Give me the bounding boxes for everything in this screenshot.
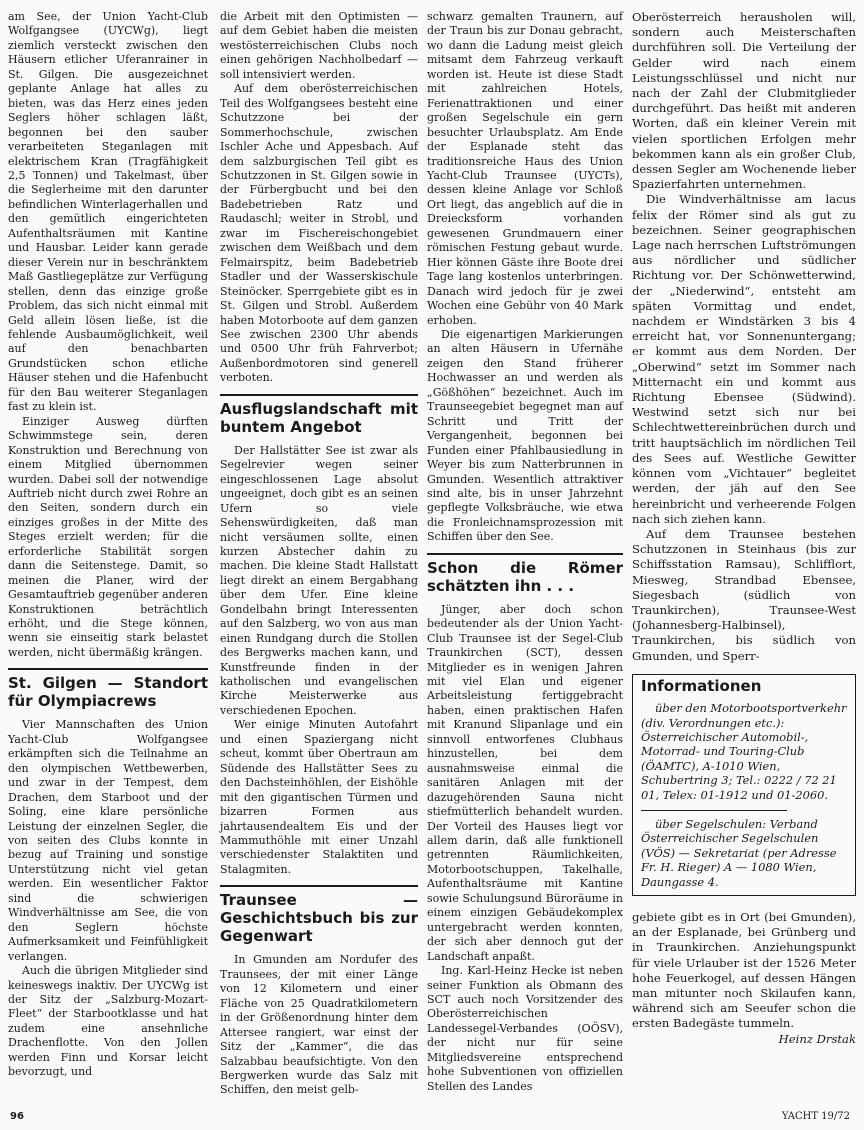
paragraph: Auf dem Traunsee bestehen Schutzzonen in Steinhaus (bis zur Schiffsstation Ramsau), Schlifflort, Miesweg, Strandbad Ebensee, Siegesbach (südlich von Traunkirchen), Traunsee-West (Johannesberg-Halbinsel), Traunkirchen, bis südlich von Gmunden, und Sperr- <box>632 526 856 663</box>
paragraph: Auch die übrigen Mitglieder sind keineswegs inaktiv. Der UYCWg ist der Sitz der „Salzburg-Mozart-Fleet“ der Starbootklasse und hat zudem eine ansehnliche Drachenflotte. Von den Jollen werden Finn und Korsar leicht bevorzugt, und <box>8 964 208 1079</box>
paragraph: gebiete gibt es in Ort (bei Gmunden), an der Esplanade, bei Grünberg und in Traunkirchen. Anziehungspunkt für viele Urlauber ist der 1526 Meter hohe Feuerkogel, auf dessen Hängen man mitunter noch Skilaufen kann, während sich am Seeufer schon die ersten Badegäste tummeln. <box>632 910 856 1031</box>
paragraph: Einziger Ausweg dürften Schwimmstege sein, deren Konstruktion und Berechnung von einem Mitglied übernommen wurden. Dabei soll der notwendige Auftrieb nicht durch zwei Rohre an den Seiten, sondern durch ein einziges großes in der Mitte des Steges erzielt werden; für die erforderliche Stabilität sorgen dann die Seitenstege. Damit, so meinen die Planer, wird der Gesamtauftrieb gegenüber anderen Konstruktionen beträchtlich erhöht, und die Stege können, wenn sie einseitig stark belastet werden, nicht übermäßig krängen. <box>8 414 208 659</box>
info-divider <box>641 810 787 811</box>
column-3 <box>427 10 623 1094</box>
paragraph: Oberösterreich herausholen will, sondern auch Meisterschaften durchführen soll. Die Verteilung der Gelder wird nach einem Leistungsschlüssel und nicht nur nach der Zahl der Clubmitglieder durchgeführt. Das heißt mit anderen Worten, daß ein kleiner Verein mit vielen sportlichen Erfolgen mehr bekommen kann als ein großer Club, dessen Segler am Wochenende lieber Spazierfahrten unternehmen. <box>632 10 856 192</box>
author-byline: Heinz Drstak <box>778 1031 856 1046</box>
info-entry-motorboat: über den Motorbootsportverkehr (div. Verordnungen etc.): Österreichischer Automobil-, Motorrad- und Touring-Club (ÖAMTC), A-1010 Wien, Schubertring 3; Tel.: 0222 / 72 21 01, Telex: 01-1912 und 01-2060. <box>641 701 847 802</box>
section-headline: Ausflugslandschaft mit buntem Angebot <box>220 399 418 436</box>
paragraph: Auf dem oberösterreichischen Teil des Wolfgangsees besteht eine Schutzzone bei der Sommerhochschule, zwischen Ischler Ache und Appesbach. Auf dem salzburgischen Teil gibt es Schutzzonen in St. Gilgen sowie in der Fürbergbucht und bei den Badebetrieben Ratz und Raudaschl; weiter in Strobl, und zwar im Fischereischongebiet zwischen dem Weißbach und dem Felmairspitz, beim Badebetrieb Stadler und der Wasserskischule Steinöcker. Sperrgebiete gibt es in St. Gilgen und Strobl. Außerdem haben Motorboote auf dem ganzen See zwischen 2300 Uhr abends und 0500 Uhr früh Fahrverbot; Außenbordmotoren sind generell verboten. <box>220 82 418 385</box>
paragraph: Jünger, aber doch schon bedeutender als der Union Yacht-Club Traunsee ist der Segel-Club Traunkirchen (SCT), dessen Mitglieder es in wenigen Jahren mit viel Elan und eigener Arbeitsleistung fertiggebracht haben, einen praktischen Hafen mit Kranund Slipanlage und ein sinnvoll entworfenes Clubhaus hinzustellen, bei dem ausnahmsweise einmal die sanitären Anlagen mit der dazugehörenden Sauna nicht stiefmütterlich behandelt wurden. Der Vorteil des Hauses liegt vor allem darin, daß alle funktionell getrennten Räumlichkeiten, Motorbootschuppen, Takelhalle, Aufenthaltsräume mit Kantine sowie Schulungsund Büroräume in einem einzigen Gebäudekomplex untergebracht werden konnten, der sich aber dennoch gut der Landschaft anpaßt. <box>427 602 623 963</box>
info-entry-sailing-schools: über Segelschulen: Verband Österreichischer Segelschulen (VÖS) — Sekretariat (per Adresse Fr. H. Rieger) A — 1080 Wien, Daungasse 4. <box>641 816 837 889</box>
section-headline: Traunsee — Geschichtsbuch bis zur Gegenwart <box>220 891 418 946</box>
section-rule <box>427 553 623 555</box>
page-number: 96 <box>10 1111 24 1122</box>
section-rule <box>8 668 208 670</box>
paragraph: Der Hallstätter See ist zwar als Segelrevier wegen seiner eingeschlossenen Lage absolut ungeeignet, doch gibt es an seinen Ufern so viele Sehenswürdigkeiten, daß man nicht versäumen sollte, einen kurzen Abstecher dahin zu machen. Die kleine Stadt Hallstatt liegt direkt an einem Bergabhang über dem Ufer. Eine kleine Gondelbahn bringt Interessenten auf den Salzberg, wo von aus man einen Rundgang durch die Stollen des Bergwerks machen kann, und Kunstfreunde finden in der katholischen und evangelischen Kirche Meisterwerke aus verschiedenen Epochen. <box>220 443 418 717</box>
paragraph: Die Windverhältnisse am lacus felix der Römer sind als gut zu bezeichnen. Seiner geographischen Lage nach herrschen Luftströmungen aus nördlicher und südlicher Richtung vor. Der Schönwetterwind, der „Niederwind“, entsteht am späten Vormittag und endet, nachdem er Windstärken 3 bis 4 erreicht hat, vor Sonnenuntergang; er kommt aus dem Norden. Der „Oberwind“ setzt im Sommer nach Mitternacht ein und kommt aus Richtung Ebensee (Südwind). Westwind setzt sich nur bei Schlechtwettereinbrüchen durch und tritt hauptsächlich im nördlichen Teil des Sees auf. Westliche Gewitter können vom „Vichtauer“ begleitet werden, der jäh auf den See hereinbricht und verheerende Folgen nach sich ziehen kann. <box>632 192 856 526</box>
section-rule <box>220 885 418 887</box>
paragraph: In Gmunden am Nordufer des Traunsees, der mit einer Länge von 12 Kilometern und einer Fläche von 25 Quadratkilometern in der Größenordnung hinter dem Attersee rangiert, war einst der Sitz der „Kammer“, die das Salzabbau beaufsichtigte. Von den Bergwerken wurde das Salz mit Schiffen, den meist gelb- <box>220 953 418 1097</box>
info-box-title: Informationen <box>641 676 762 695</box>
info-box <box>632 674 856 896</box>
column-1 <box>8 10 208 1080</box>
column-4 <box>632 10 856 1047</box>
paragraph: Ing. Karl-Heinz Hecke ist neben seiner Funktion als Obmann des SCT auch noch Vorsitzender des Oberösterreichischen Landessegel-Verbandes (OÖSV), der nicht nur für seine Mitgliedsvereine entsprechend hohe Subventionen von offiziellen Stellen des Landes <box>427 964 623 1093</box>
paragraph: am See, der Union Yacht-Club Wolfgangsee (UYCWg), liegt ziemlich versteckt zwischen den Häusern etlicher Uferanrainer in St. Gilgen. Die ausgezeichnet geplante Anlage hat alles zu bieten, was das Herz eines jeden Seglers höher schlagen läßt, begonnen bei den sauber verarbeiteten Steganlagen mit elektrischem Kran (Tragfähigkeit 2,5 Tonnen) und Takelmast, über die Seglerheime mit den darunter befindlichen Winterlagerhallen und den gemütlich eingerichteten Aufenthaltsräumen mit Kantine und Hausbar. Leider kann gerade dieser Verein nur in beschränktem Maß Gastliegeplätze zur Verfügung stellen, denn das einzige große Problem, das sich nicht einmal mit Geld allein lösen ließe, ist die fehlende Ausbaumöglichkeit, weil auf den benachbarten Grundstücken schon etliche Häuser stehen und die Hafenbucht für den Bau weiterer Steganlagen fast zu klein ist. <box>8 10 208 414</box>
section-headline: Schon die Römer schätzten ihn . . . <box>427 558 623 595</box>
column-2 <box>220 10 418 1098</box>
paragraph: die Arbeit mit den Optimisten — auf dem Gebiet haben die meisten westösterreichischen Clubs noch einen gehörigen Nachholbedarf — soll intensiviert werden. <box>220 10 418 81</box>
paragraph: Vier Mannschaften des Union Yacht-Club Wolfgangsee erkämpften sich die Teilnahme an den olympischen Wettbewerben, und zwar in der Tempest, dem Drachen, dem Starboot und der Soling, eine klare persönliche Leistung der einzelnen Segler, die von seiten des Clubs konnte in bezug auf Training und sonstige Unterstützung nicht viel getan werden. Ein wesentlicher Faktor sind die schwierigen Windverhältnisse am See, die von den Seglern höchste Aufmerksamkeit und Feinfühligkeit verlangen. <box>8 718 208 963</box>
paragraph: Die eigenartigen Markierungen an alten Häusern in Ufernähe zeigen den Stand früherer Hochwasser an und werden als „Gößhöhen“ bezeichnet. Auch im Traunseegebiet begegnet man auf Schritt und Tritt der Vergangenheit, begonnen bei Funden einer Pfahlbausiedlung in Weyer bis zum Natterbrunnen in Gmunden. Wesentlich attraktiver sind alte, bis in unser Jahrzehnt gepflegte Volksbräuche, wie etwa die Fronleichnamsprozession mit Schiffen über den See. <box>427 327 623 544</box>
section-headline: St. Gilgen — Standort für Olympiacrews <box>8 674 208 711</box>
paragraph: Wer einige Minuten Autofahrt und einen Spaziergang nicht scheut, kommt über Obertraun am Südende des Hallstätter Sees zu den Dachsteinhöhlen, der Eishöhle mit den gigantischen Türmen und bizarren Formen aus jahrtausendealtem Eis und der Mammuthöhle mit einer Unzahl verschiedenster Stalaktiten und Stalagmiten. <box>220 718 418 876</box>
magazine-issue: YACHT 19/72 <box>781 1111 850 1122</box>
section-rule <box>220 394 418 396</box>
paragraph: schwarz gemalten Traunern, auf der Traun bis zur Donau gebracht, wo dann die Ladung meist gleich mitsamt dem Fahrzeug verkauft worden ist. Heute ist diese Stadt mit zahlreichen Hotels, Ferienattraktionen und einer großen Segelschule ein gern besuchter Urlaubsplatz. Am Ende der Esplanade steht das traditionsreiche Haus des Union Yacht-Club Traunsee (UYCTs), dessen kleine Anlage vor Schloß Ort liegt, das angeblich auf die in Dreiecksform vorhanden gewesenen Grundmauern einer römischen Festung gebaut wurde. Hier können Gäste ihre Boote drei Tage lang kostenlos unterbringen. Danach wird jedoch für je zwei Wochen eine Gebühr von 40 Mark erhoben. <box>427 10 623 327</box>
